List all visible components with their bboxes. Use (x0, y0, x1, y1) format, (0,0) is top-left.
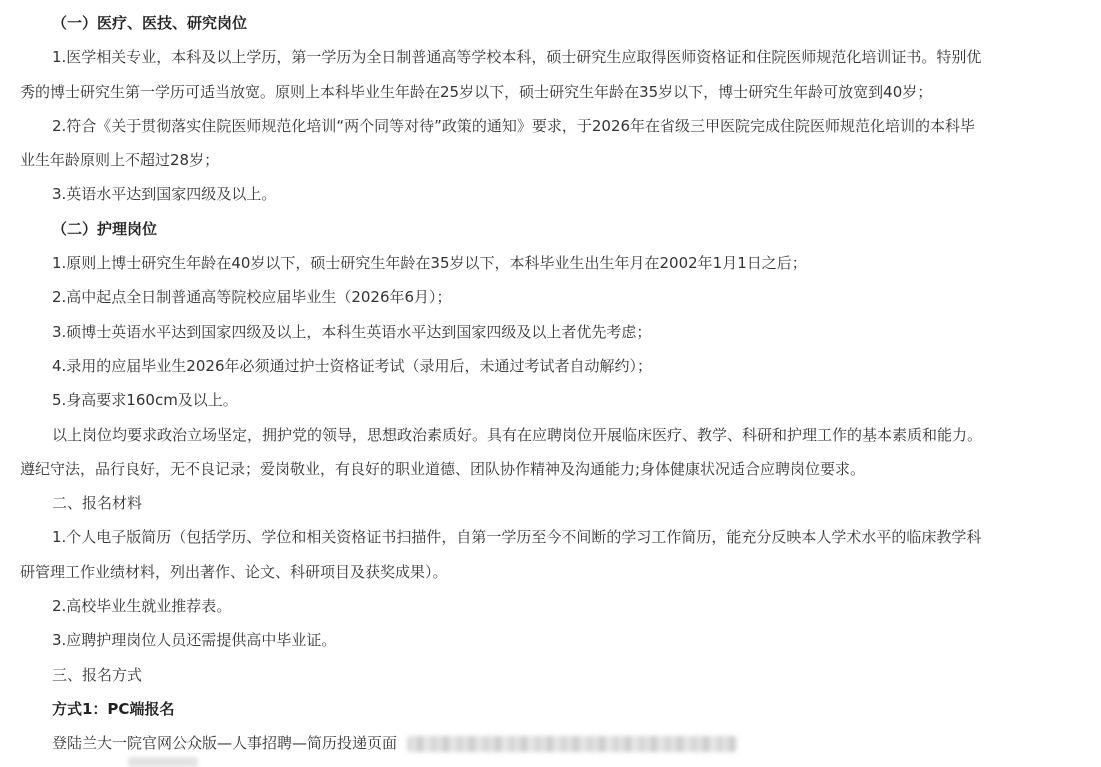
materials-item1-line1: 1.个人电子版简历（包括学历、学位和相关资格证书扫描件，自第一学历至今不间断的学习工作简历，能充分反映本人学术水平的临床教学科 (52, 528, 982, 547)
method-option1-line (20, 726, 1085, 760)
section2-item2: 2.高中起点全日制普通高等院校应届毕业生（2026年6月）； (52, 288, 452, 307)
method-option1-text: 登陆兰大一院官网公众版—人事招聘—简历投递页面 (52, 734, 398, 753)
materials-item2: 2.高校毕业生就业推荐表。 (52, 597, 232, 616)
general-requirements-line1: 以上岗位均要求政治立场坚定，拥护党的领导，思想政治素质好。具有在应聘岗位开展临床医疗、教学、科研和护理工作的基本素质和能力。 (52, 425, 983, 444)
redacted-url-blur (407, 736, 737, 752)
section2-item4: 4.录用的应届毕业生2026年必须通过护士资格证考试（录用后，未通过考试者自动解约）； (52, 356, 652, 375)
method-option1-title: 方式1：PC端报名 (52, 699, 175, 718)
section1-heading: （一）医疗、医技、研究岗位 (52, 14, 248, 32)
document-body (20, 6, 1085, 761)
section2-item1: 1.原则上博士研究生年龄在40岁以下，硕士研究生年龄在35岁以下，本科毕业生出生年月在2002年1月1日之后； (52, 254, 807, 273)
materials-item1-line2: 研管理工作业绩材料，列出著作、论文、科研项目及获奖成果）。 (20, 562, 448, 581)
section2-item3: 3.硕博士英语水平达到国家四级及以上，本科生英语水平达到国家四级及以上者优先考虑； (52, 322, 652, 341)
section1-item2-line2: 业生年龄原则上不超过28岁； (20, 151, 220, 170)
method-heading: 三、报名方式 (52, 665, 143, 684)
materials-item3: 3.应聘护理岗位人员还需提供高中毕业证。 (52, 631, 337, 650)
section1-item1-line2: 秀的博士研究生第一学历可适当放宽。原则上本科毕业生年龄在25岁以下，硕士研究生年龄在35岁以下，博士研究生年龄可放宽到40岁； (20, 82, 933, 101)
section2-heading: （二）护理岗位 (52, 219, 158, 238)
materials-heading: 二、报名材料 (52, 494, 143, 513)
section1-item1-line1: 1.医学相关专业，本科及以上学历，第一学历为全日制普通高等学校本科，硕士研究生应取得医师资格证和住院医师规范化培训证书。特别优 (52, 48, 982, 67)
section2-item5: 5.身高要求160cm及以上。 (52, 391, 238, 410)
section1-item2-line1: 2.符合《关于贯彻落实住院医师规范化培训“两个同等对待”政策的通知》要求，于2026年在省级三甲医院完成住院医师规范化培训的本科毕 (52, 116, 976, 135)
general-requirements-line2: 遵纪守法，品行良好，无不良记录；爱岗敬业，有良好的职业道德、团队协作精神及沟通能力;身体健康状况适合应聘岗位要求。 (20, 459, 866, 478)
section1-item3: 3.英语水平达到国家四级及以上。 (52, 185, 277, 204)
